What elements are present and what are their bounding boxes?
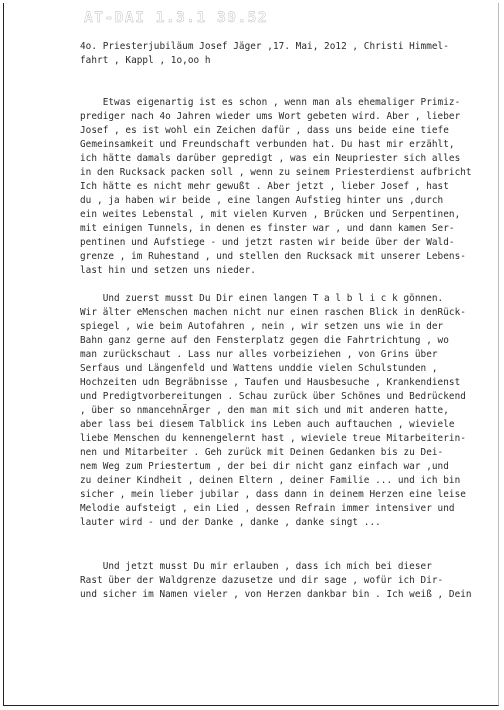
header-line-2: fahrt , Kappl , 1o,oo h: [80, 55, 211, 66]
text-line: Wir älter eMenschen machen nicht nur einen raschen Blick in denRück-: [80, 307, 466, 318]
text-line: Serfaus und Längenfeld und Wattens unddie vielen Schulstunden ,: [80, 363, 438, 374]
text-line: Und zuerst musst Du Dir einen langen T a l b l i c k gönnen.: [80, 293, 444, 304]
archive-stamp: AT-DAI 1.3.1 39.52: [84, 10, 269, 26]
text-line: Rast über der Waldgrenze dazusetze und dir sage , wofür ich Dir-: [80, 575, 444, 586]
text-line: ein weites Lebenstal , mit vielen Kurven , Brücken und Serpentinen,: [80, 209, 461, 220]
text-line: lauter wird - und der Danke , danke , danke singt ...: [80, 517, 381, 528]
text-line: prediger nach 4o Jahren wieder ums Wort gebeten wird. Aber , lieber: [80, 111, 461, 122]
text-line: und Predigtvorbereitungen . Schau zurück über Schönes und Bedrückend: [80, 391, 466, 402]
text-line: spiegel , wie beim Autofahren , nein , wir setzen uns wie in der: [80, 321, 444, 332]
text-line: mit einigen Tunnels, in denen es finster war , und dann kamen Ser-: [80, 223, 455, 234]
text-line: Etwas eigenartig ist es schon , wenn man als ehemaliger Primiz-: [80, 97, 461, 108]
text-line: liebe Menschen du kennengelernt hast , wieviele treue Mitarbeiterin-: [80, 433, 466, 444]
text-line: Josef , es ist wohl ein Zeichen dafür , dass uns beide eine tiefe: [80, 125, 449, 136]
text-line: grenze , im Ruhestand , und stellen den Rucksack mit unserer Lebens-: [80, 251, 466, 262]
text-line: Und jetzt musst Du mir erlauben , dass ich mich bei dieser: [80, 561, 432, 572]
text-line: du , ja haben wir beide , eine langen Aufstieg hinter uns ,durch: [80, 195, 444, 206]
text-line: pentinen und Aufstiege - und jetzt rasten wir beide über der Wald-: [80, 237, 455, 248]
text-line: und sicher im Namen vieler , von Herzen dankbar bin . Ich weiß , Dein: [80, 589, 472, 600]
text-line: sicher , mein lieber jubilar , dass dann in deinem Herzen eine leise: [80, 489, 466, 500]
text-line: Ich hätte es nicht mehr gewußt . Aber jetzt , lieber Josef , hast: [80, 181, 449, 192]
text-line: , über so nmancehnÄrger , den man mit sich und mit anderen hatte,: [80, 405, 449, 416]
text-line: man zurückschaut . Lass nur alles vorbeiziehen , von Grins über: [80, 349, 438, 360]
text-line: Melodie aufsteigt , ein Lied , dessen Refrain immer intensiver und: [80, 503, 455, 514]
text-line: Gemeinsamkeit und Freundschaft verbunden hat. Du hast mir erzählt,: [80, 139, 455, 150]
text-line: ich hätte damals darüber gepredigt , was ein Neupriester sich alles: [80, 153, 461, 164]
text-line: aber lass bei diesem Talblick ins Leben auch auftauchen , wieviele: [80, 419, 455, 430]
text-line: nen und Mitarbeiter . Geh zurück mit Deinen Gedanken bis zu Dei-: [80, 447, 444, 458]
text-line: in den Rucksack packen soll , wenn zu seinem Priesterdienst aufbricht: [80, 167, 472, 178]
text-line: zu deiner Kindheit , deinen Eltern , deiner Familie ... und ich bin: [80, 475, 461, 486]
text-line: Hochzeiten udn Begräbnisse , Taufen und Hausbesuche , Krankendienst: [80, 377, 461, 388]
header-line-1: 4o. Priesterjubiläum Josef Jäger ,17. Mai, 2o12 , Christi Himmel-: [80, 41, 449, 52]
text-line: nem Weg zum Priestertum , der bei dir nicht ganz einfach war ,und: [80, 461, 449, 472]
text-line: last hin und setzen uns nieder.: [80, 265, 256, 276]
text-line: Bahn ganz gerne auf den Fensterplatz gegen die Fahrtrichtung , wo: [80, 335, 449, 346]
